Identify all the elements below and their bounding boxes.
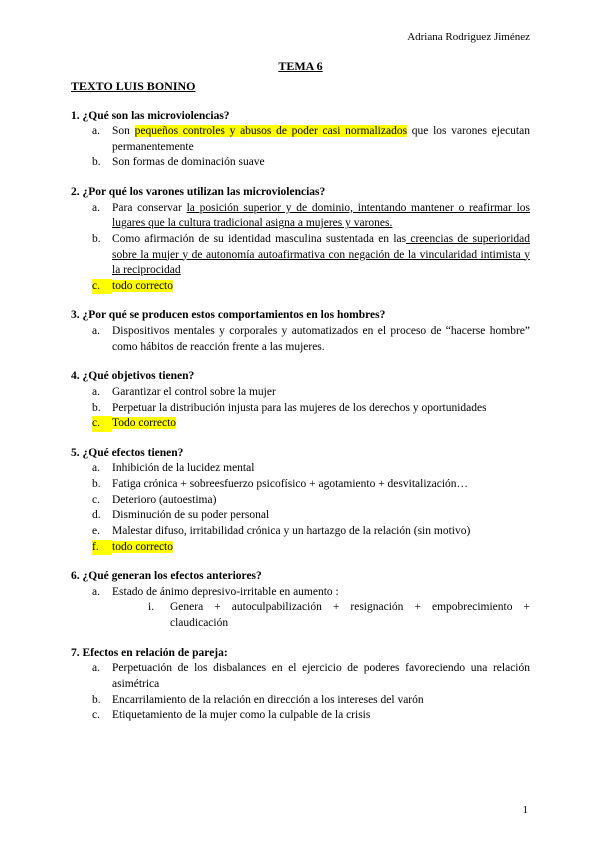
answer-item xyxy=(92,661,530,692)
text-segment: creencias de superioridad sobre la mujer y de autonomía autoafirmativa con negación de la vincularidad intimista y la reciprocidad xyxy=(112,232,531,277)
text-segment: Fatiga crónica + sobreesfuerzo psicofísico + agotamiento + desvitalización… xyxy=(112,478,469,491)
document-subtitle: TEXTO LUIS BONINO xyxy=(71,79,196,94)
author-name: Adriana Rodriguez Jiménez xyxy=(407,31,530,43)
answer-item xyxy=(92,585,530,601)
text-segment: Genera + autoculpabilización + resignación + empobrecimiento + claudicación xyxy=(170,601,530,630)
item-label: c. xyxy=(92,493,100,506)
item-label: b. xyxy=(92,401,101,414)
item-text xyxy=(112,232,530,279)
page-number: 1 xyxy=(522,804,528,817)
item-label: a. xyxy=(92,385,100,398)
answer-item xyxy=(92,279,530,295)
question-heading: 4. ¿Qué objetivos tienen? xyxy=(71,370,195,383)
text-segment: Perpetuar la distribución injusta para las mujeres de los derechos y oportunidades xyxy=(112,401,487,414)
answer-item xyxy=(92,524,530,540)
text-segment: todo correcto xyxy=(112,540,173,553)
item-text xyxy=(112,279,530,295)
question-block xyxy=(71,308,530,355)
text-segment: Estado de ánimo depresivo-irritable en aumento : xyxy=(112,585,339,598)
item-label: a. xyxy=(92,201,100,214)
item-text xyxy=(112,477,530,493)
text-segment: Inhibición de la lucidez mental xyxy=(112,462,255,475)
item-text xyxy=(112,524,530,540)
item-label: b. xyxy=(92,232,101,245)
item-label: b. xyxy=(92,156,101,169)
text-segment: Perpetuación de los disbalances en el ejercicio de poderes favoreciendo una relación asimétrica xyxy=(112,662,530,690)
answer-item xyxy=(92,693,530,709)
item-text xyxy=(112,155,530,171)
answer-item xyxy=(92,324,530,355)
question-heading: 5. ¿Qué efectos tienen? xyxy=(71,446,184,459)
text-segment: que los varones ejecutan permanentemente xyxy=(112,125,530,153)
item-text xyxy=(112,693,530,709)
answer-item xyxy=(92,493,530,509)
item-text xyxy=(112,540,530,556)
item-text xyxy=(112,201,530,232)
question-heading: 1. ¿Qué son las microviolencias? xyxy=(71,109,230,122)
answer-item xyxy=(92,508,530,524)
answer-item xyxy=(92,477,530,493)
question-block xyxy=(71,569,530,632)
item-label: a. xyxy=(92,662,100,675)
item-label: c. xyxy=(92,709,100,722)
text-segment: Malestar difuso, irritabilidad crónica y un hartazgo de la relación (sin motivo) xyxy=(112,524,471,537)
text-segment: Deterioro (autoestima) xyxy=(112,493,217,506)
item-text xyxy=(170,600,530,631)
item-label: a. xyxy=(92,325,100,338)
question-heading: 6. ¿Qué generan los efectos anteriores? xyxy=(71,570,262,583)
question-block xyxy=(71,185,530,294)
text-segment: Son formas de dominación suave xyxy=(112,156,265,169)
answer-item xyxy=(92,155,530,171)
item-text xyxy=(112,124,530,155)
text-segment: Garantizar el control sobre la mujer xyxy=(112,385,276,398)
text-segment: Dispositivos mentales y corporales y automatizados en el proceso de “hacerse hombre” como hábitos de reacción frente a las mujeres. xyxy=(112,325,530,353)
item-text xyxy=(112,661,530,692)
item-label: a. xyxy=(92,125,100,138)
item-label: b. xyxy=(92,478,101,491)
answer-item xyxy=(92,385,530,401)
answer-item xyxy=(92,461,530,477)
item-text xyxy=(112,324,530,355)
item-text xyxy=(112,385,530,401)
item-label: e. xyxy=(92,524,100,537)
item-text xyxy=(112,401,530,417)
text-segment: la posición superior y de dominio, intentando mantener o reafirmar los lugares que la cultura tradicional asigna a mujeres y varones. xyxy=(112,201,530,230)
page-title: TEMA 6 xyxy=(278,58,323,73)
question-block xyxy=(71,446,530,555)
item-label: f. xyxy=(92,540,112,556)
text-segment: Encarrilamiento de la relación en dirección a los intereses del varón xyxy=(112,693,424,706)
text-segment: Son xyxy=(112,125,135,138)
question-heading: 2. ¿Por qué los varones utilizan las microviolencias? xyxy=(71,186,326,199)
questions-container xyxy=(71,109,530,724)
text-segment: Todo correcto xyxy=(112,417,177,430)
item-label: d. xyxy=(92,509,101,522)
text-segment: todo correcto xyxy=(112,279,173,292)
answer-item xyxy=(92,401,530,417)
item-text xyxy=(112,493,530,509)
question-block xyxy=(71,109,530,172)
text-segment: Disminución de su poder personal xyxy=(112,509,270,522)
item-text xyxy=(112,416,530,432)
question-block xyxy=(71,646,530,724)
answer-item xyxy=(92,201,530,232)
answer-item xyxy=(92,540,530,556)
answer-item xyxy=(92,232,530,279)
item-label: c. xyxy=(92,279,112,295)
item-text xyxy=(112,708,530,724)
question-block xyxy=(71,369,530,432)
answer-item xyxy=(92,708,530,724)
question-heading: 3. ¿Por qué se producen estos comportamientos en los hombres? xyxy=(71,309,386,322)
item-label: a. xyxy=(92,462,100,475)
item-label: b. xyxy=(92,693,101,706)
text-segment: Etiquetamiento de la mujer como la culpable de la crisis xyxy=(112,709,371,722)
text-segment: Como afirmación de su identidad masculina sustentada en las xyxy=(112,232,407,245)
answer-item xyxy=(92,124,530,155)
item-text xyxy=(112,461,530,477)
answer-item xyxy=(148,600,530,631)
item-label: c. xyxy=(92,416,112,432)
item-label: i. xyxy=(148,601,155,614)
item-text xyxy=(112,508,530,524)
text-segment: Para conservar xyxy=(112,201,187,214)
answer-item xyxy=(92,416,530,432)
question-heading: 7. Efectos en relación de pareja: xyxy=(71,646,228,659)
item-label: a. xyxy=(92,585,100,598)
text-segment: pequeños controles y abusos de poder casi normalizados xyxy=(134,125,408,138)
item-text xyxy=(112,585,530,601)
